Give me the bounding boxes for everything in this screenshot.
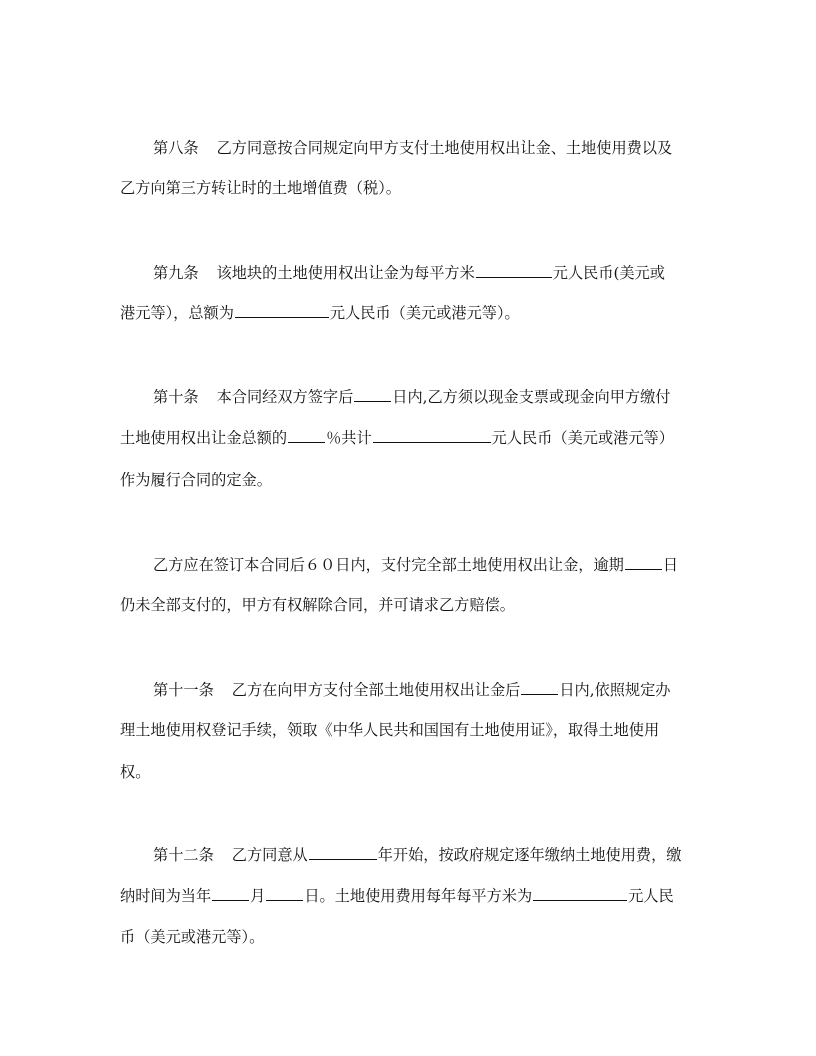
- article-10-text-2b: ％共计: [326, 429, 372, 447]
- payment-month-blank[interactable]: [212, 883, 249, 901]
- article-11-text-1b: 日内,依照规定办: [559, 681, 671, 699]
- article-10-line-3: [120, 465, 272, 495]
- article-12-text-2a: 纳时间为当年: [120, 887, 212, 905]
- payment-line-2: [120, 590, 515, 620]
- article-11-text-3: 权。: [120, 763, 151, 781]
- article-8-text-2: 乙方向第三方转让时的土地增值费（税）。: [120, 179, 401, 197]
- article-9-text-1b: 元人民币(美元或: [552, 264, 665, 282]
- article-12-heading: 第十二条: [153, 846, 214, 864]
- deposit-amount-blank[interactable]: [373, 425, 491, 443]
- payment-text-2: 仍未全部支付的，甲方有权解除合同，并可请求乙方赔偿。: [120, 596, 515, 614]
- article-12-text-2d: 元人民: [628, 887, 674, 905]
- article-10-text-3: 作为履行合同的定金。: [120, 471, 272, 489]
- article-8-heading: 第八条: [153, 139, 199, 157]
- article-8-line-2: [120, 173, 401, 203]
- article-9-text-2b: 元人民币（美元或港元等）。: [329, 304, 520, 322]
- payment-line-1: [153, 550, 678, 580]
- deposit-percent-blank[interactable]: [288, 425, 325, 443]
- total-amount-blank[interactable]: [235, 300, 329, 318]
- article-12-text-3: 币（美元或港元等）。: [120, 928, 265, 946]
- article-10-text-2a: 土地使用权出让金总额的: [120, 429, 288, 447]
- article-9-heading: 第九条: [153, 264, 199, 282]
- article-12-text-2b: 月: [250, 887, 266, 905]
- article-9-text-1a: 该地块的土地使用权出让金为每平方米: [216, 264, 475, 282]
- article-12-text-2c: 日。土地使用费用每年每平方米为: [304, 887, 533, 905]
- article-12-line-2: [120, 881, 674, 911]
- article-11-heading: 第十一条: [153, 681, 214, 699]
- article-11-text-1a: 乙方在向甲方支付全部土地使用权出让金后: [231, 681, 521, 699]
- payment-text-1b: 日: [662, 556, 678, 574]
- payment-day-blank[interactable]: [266, 883, 303, 901]
- article-11-line-1: [153, 675, 670, 705]
- article-9-line-2: [120, 298, 520, 328]
- deposit-days-blank[interactable]: [354, 384, 391, 402]
- article-10-line-2: [120, 423, 674, 453]
- article-12-text-1a: 乙方同意从: [231, 846, 308, 864]
- article-11-line-2: [120, 715, 659, 745]
- article-8-text-1: 乙方同意按合同规定向甲方支付土地使用权出让金、土地使用费以及: [216, 139, 673, 157]
- annual-fee-blank[interactable]: [533, 883, 627, 901]
- article-9-text-2a: 港元等），总额为: [120, 304, 234, 322]
- price-per-sqm-blank[interactable]: [476, 260, 552, 278]
- article-11-line-3: [120, 757, 150, 787]
- article-12-text-1b: 年开始，按政府规定逐年缴纳土地使用费，缴: [377, 846, 682, 864]
- article-10-text-1a: 本合同经双方签字后: [216, 388, 354, 406]
- start-year-blank[interactable]: [309, 842, 377, 860]
- article-11-text-2: 理土地使用权登记手续，领取《中华人民共和国国有土地使用证》，取得土地使用: [120, 721, 660, 739]
- article-10-text-2c: 元人民币（美元或港元等）: [491, 429, 674, 447]
- overdue-days-blank[interactable]: [625, 552, 662, 570]
- article-10-line-1: [153, 382, 670, 412]
- article-10-text-1b: 日内,乙方须以现金支票或现金向甲方缴付: [392, 388, 671, 406]
- payment-text-1a: 乙方应在签订本合同后６０日内，支付完全部土地使用权出让金，逾期: [153, 556, 624, 574]
- article-8-line-1: [153, 133, 672, 163]
- article-10-heading: 第十条: [153, 388, 199, 406]
- article-12-line-3: [120, 922, 264, 952]
- article-9-line-1: [153, 258, 665, 288]
- registration-days-blank[interactable]: [521, 677, 558, 695]
- article-12-line-1: [153, 840, 681, 870]
